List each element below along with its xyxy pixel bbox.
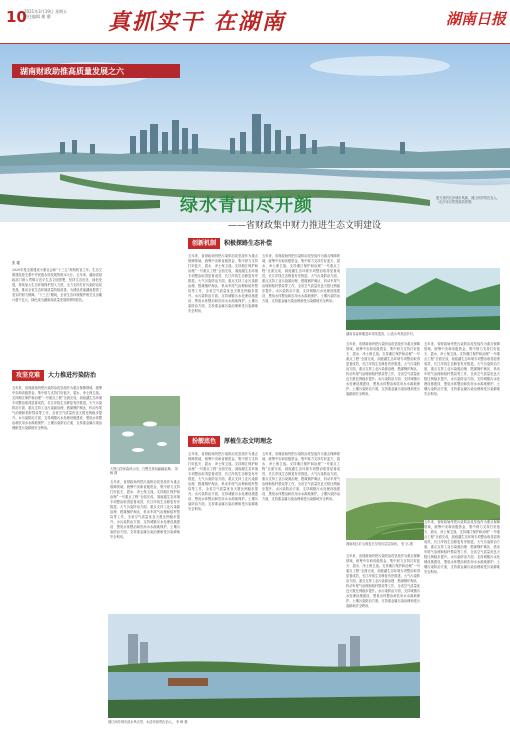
series-label: 湖南财政助推高质量发展之六 [12, 64, 180, 78]
lake-landscape-photo [346, 268, 500, 330]
hills-caption: 湘南地区矿山修复后呈现出层层绿意。 张 运 摄 [346, 542, 413, 546]
waterfront-photo [108, 614, 420, 718]
column-banner: 真抓实干 在湖南 [108, 9, 286, 35]
egret-photo [110, 396, 180, 464]
newspaper-logo: 湖南日报 [446, 10, 507, 28]
section-2-text-col1: 五年来，省财政始终把污染防治攻坚战作为重点保障领域，统筹中央和省级资金，集中财力支持打好蓝天、碧水、净土保卫战。支持湘江保护和治理“一号重点工程”全面完成，洞庭湖生态环境专项整治取得显著成效，长江岸线生态修复有序推进。大气污染防治方面，重点支持工业污染源治理、燃煤锅炉淘汰、机动车尾气治理和秸秆禁烧等工作，全省空气质量优良天数比例稳步提升。水污染防治方面，支持城镇污水处理设施建设、黑臭水体整治和饮用水水源地保护。土壤污染防治方面，支持重金属污染治理和受污染耕地安全利用。 [188, 254, 258, 313]
section-header-ecology [188, 436, 338, 447]
date-line [24, 9, 67, 19]
section-3-text-col1: 五年来，省财政始终把污染防治攻坚战作为重点保障领域，统筹中央和省级资金，集中财力支持打好蓝天、碧水、净土保卫战。支持湘江保护和治理“一号重点工程”全面完成，洞庭湖生态环境专项整治取得显著成效，长江岸线生态修复有序推进。大气污染防治方面，重点支持工业污染源治理、燃煤锅炉淘汰、机动车尾气治理和秸秆禁烧等工作，全省空气质量优良天数比例稳步提升。水污染防治方面，支持城镇污水处理设施建设、黑臭水体整治和饮用水水源地保护。土壤污染防治方面，支持重金属污染治理和受污染耕地安全利用。 [188, 452, 258, 511]
date-text: 2021年3月19日 星期五 [24, 9, 68, 14]
article-title: 绿水青山尽开颜 [180, 195, 313, 216]
section-header-compensation [188, 238, 338, 249]
right-text-col1: 五年来，省财政始终把污染防治攻坚战作为重点保障领域，统筹中央和省级资金，集中财力支持打好蓝天、碧水、净土保卫战。支持湘江保护和治理“一号重点工程”全面完成，洞庭湖生态环境专项整治取得显著成效，长江岸线生态修复有序推进。大气污染防治方面，重点支持工业污染源治理、燃煤锅炉淘汰、机动车尾气治理和秸秆禁烧等工作，全省空气质量优良天数比例稳步提升。水污染防治方面，支持城镇污水处理设施建设、黑臭水体整治和饮用水水源地保护。土壤污染防治方面，支持重金属污染治理和受污染耕地安全利用。 [346, 342, 420, 396]
waterfront-caption: 湘江两岸城市滨水风光带，水清岸绿景色怡人。 李 峰 摄 [108, 720, 188, 724]
section-1-text-col1: 五年来，省财政始终把污染防治攻坚战作为重点保障领域，统筹中央和省级资金，集中财力支持打好蓝天、碧水、净土保卫战。支持湘江保护和治理“一号重点工程”全面完成，洞庭湖生态环境专项整治取得显著成效，长江岸线生态修复有序推进。大气污染防治方面，重点支持工业污染源治理、燃煤锅炉淘汰、机动车尾气治理和秸秆禁烧等工作，全省空气质量优良天数比例稳步提升。水污染防治方面，支持城镇污水处理设施建设、黑臭水体整治和饮用水水源地保护。土壤污染防治方面，支持重金属污染治理和受污染耕地安全利用。 [12, 386, 102, 430]
section-3-text-col2: 五年来，省财政始终把污染防治攻坚战作为重点保障领域，统筹中央和省级资金，集中财力支持打好蓝天、碧水、净土保卫战。支持湘江保护和治理“一号重点工程”全面完成，洞庭湖生态环境专项整治取得显著成效，长江岸线生态修复有序推进。大气污染防治方面，重点支持工业污染源治理、燃煤锅炉淘汰、机动车尾气治理和秸秆禁烧等工作，全省空气质量优良天数比例稳步提升。水污染防治方面，支持城镇污水处理设施建设、黑臭水体整治和饮用水水源地保护。土壤污染防治方面，支持重金属污染治理和受污染耕地安全利用。 [262, 452, 340, 501]
intro-paragraph: 2020年是全面建成小康社会和“十三五”规划收官之年。生态文明建设是关系中华民族永续发展的根本大计。五年来，湖南省财政部门深入贯彻习近平生态文明思想，坚持生态优先、绿色发展，持续加大生态环境保护投入力度，全力支持打好污染防治攻坚战，推动全省生态环境质量持续改善，为建设美丽湖南提供了坚实的财力保障。“十三五”期间，全省生态环境保护相关支出累计超千亿元，绿色成为湖南高质量发展的鲜明底色。 [12, 268, 102, 302]
section-tag: 攻坚克难 [12, 370, 44, 381]
section-2-text-col2: 五年来，省财政始终把污染防治攻坚战作为重点保障领域，统筹中央和省级资金，集中财力支持打好蓝天、碧水、净土保卫战。支持湘江保护和治理“一号重点工程”全面完成，洞庭湖生态环境专项整治取得显著成效，长江岸线生态修复有序推进。大气污染防治方面，重点支持工业污染源治理、燃煤锅炉淘汰、机动车尾气治理和秸秆禁烧等工作，全省空气质量优良天数比例稳步提升。水污染防治方面，支持城镇污水处理设施建设、黑臭水体整治和饮用水水源地保护。土壤污染防治方面，支持重金属污染治理和受污染耕地安全利用。 [262, 254, 340, 303]
article-subtitle: ——省财政集中财力推进生态文明建设 [228, 221, 382, 231]
hero-caption: 夏天里的长沙城市风貌，湘江两岸景色宜人。（长沙市自然资源局供图） [436, 196, 500, 205]
right-text-col4: 五年来，省财政始终把污染防治攻坚战作为重点保障领域，统筹中央和省级资金，集中财力支持打好蓝天、碧水、净土保卫战。支持湘江保护和治理“一号重点工程”全面完成，洞庭湖生态环境专项整治取得显著成效，长江岸线生态修复有序推进。大气污染防治方面，重点支持工业污染源治理、燃煤锅炉淘汰、机动车尾气治理和秸秆禁烧等工作，全省空气质量优良天数比例稳步提升。水污染防治方面，支持城镇污水处理设施建设、黑臭水体整治和饮用水水源地保护。土壤污染防治方面，支持重金属污染治理和受污染耕地安全利用。 [424, 520, 500, 716]
right-text-col3: 五年来，省财政始终把污染防治攻坚战作为重点保障领域，统筹中央和省级资金，集中财力支持打好蓝天、碧水、净土保卫战。支持湘江保护和治理“一号重点工程”全面完成，洞庭湖生态环境专项整治取得显著成效，长江岸线生态修复有序推进。大气污染防治方面，重点支持工业污染源治理、燃煤锅炉淘汰、机动车尾气治理和秸秆禁烧等工作，全省空气质量优良天数比例稳步提升。水污染防治方面，支持城镇污水处理设施建设、黑臭水体整治和饮用水水源地保护。土壤污染防治方面，支持重金属污染治理和受污染耕地安全利用。 [346, 554, 420, 608]
lake-caption: 湖南省森林覆盖率持续提高，山清水秀美丽乡村。 [346, 332, 417, 336]
section-label: 积极探路生态补偿 [224, 240, 273, 247]
editor-text: 责任编辑 湘 潮 [24, 14, 51, 19]
section-header-pollution [12, 370, 104, 381]
section-label: 厚植生态文明理念 [224, 438, 273, 445]
egret-caption: 大围山国家森林公园，白鹭在林间翩翩起舞。 刘 畅 摄 [110, 467, 178, 476]
section-tag: 创新机制 [188, 238, 220, 249]
page-header [0, 0, 510, 44]
page-number: 10 [6, 8, 27, 26]
author-name: 张 耀 [12, 261, 20, 265]
section-label: 大力推进污染防治 [48, 372, 97, 379]
right-text-col2: 五年来，省财政始终把污染防治攻坚战作为重点保障领域，统筹中央和省级资金，集中财力支持打好蓝天、碧水、净土保卫战。支持湘江保护和治理“一号重点工程”全面完成，洞庭湖生态环境专项整治取得显著成效，长江岸线生态修复有序推进。大气污染防治方面，重点支持工业污染源治理、燃煤锅炉淘汰、机动车尾气治理和秸秆禁烧等工作，全省空气质量优良天数比例稳步提升。水污染防治方面，支持城镇污水处理设施建设、黑臭水体整治和饮用水水源地保护。土壤污染防治方面，支持重金属污染治理和受污染耕地安全利用。 [424, 342, 500, 396]
section-1-text-col2: 五年来，省财政始终把污染防治攻坚战作为重点保障领域，统筹中央和省级资金，集中财力支持打好蓝天、碧水、净土保卫战。支持湘江保护和治理“一号重点工程”全面完成，洞庭湖生态环境专项整治取得显著成效，长江岸线生态修复有序推进。大气污染防治方面，重点支持工业污染源治理、燃煤锅炉淘汰、机动车尾气治理和秸秆禁烧等工作，全省空气质量优良天数比例稳步提升。水污染防治方面，支持城镇污水处理设施建设、黑臭水体整治和饮用水水源地保护。土壤污染防治方面，支持重金属污染治理和受污染耕地安全利用。 [110, 480, 180, 539]
section-tag: 扮靓底色 [188, 436, 220, 447]
